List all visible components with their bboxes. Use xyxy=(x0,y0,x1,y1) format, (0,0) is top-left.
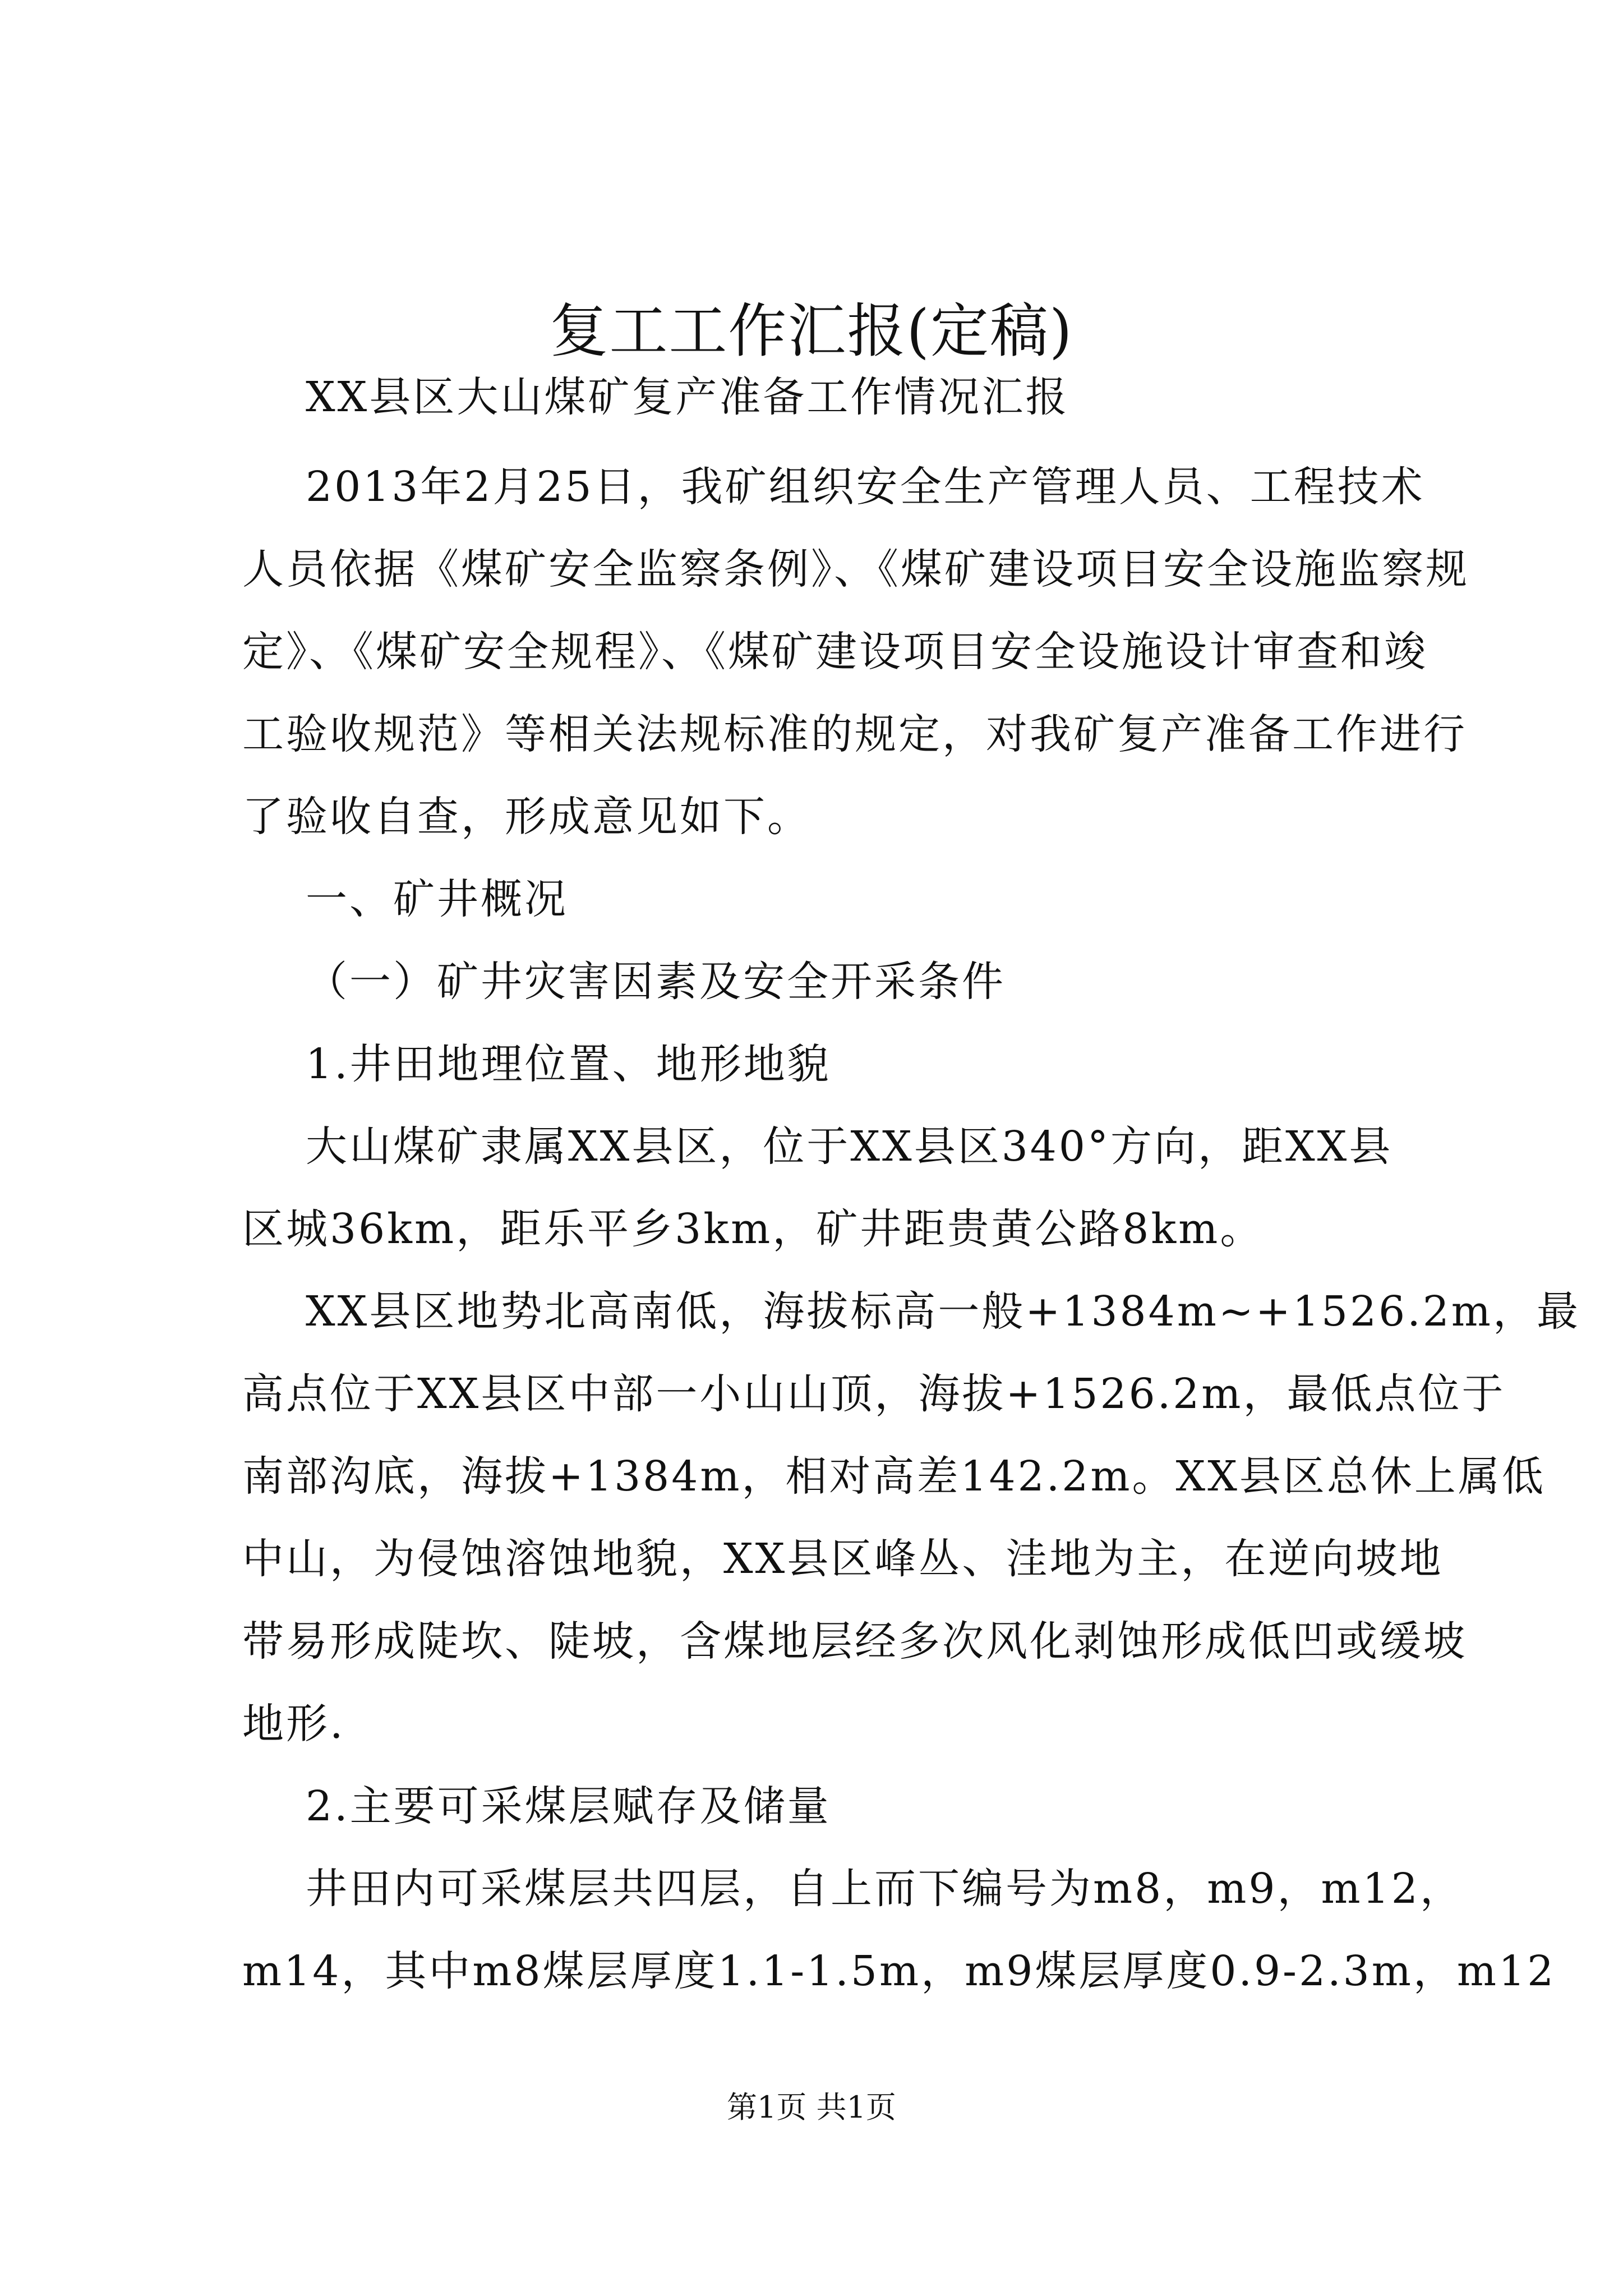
body-line: 井田内可采煤层共四层，自上而下编号为m8，m9，m12， xyxy=(306,1865,1464,1913)
item-heading: 2.主要可采煤层赋存及储量 xyxy=(306,1782,831,1830)
body-line: 2013年2月25日，我矿组织安全生产管理人员、工程技术 xyxy=(306,463,1425,511)
subsection-heading: （一）矿井灾害因素及安全开采条件 xyxy=(306,958,1006,1006)
body-line: 人员依据《煤矿安全监察条例》、《煤矿建设项目安全设施监察规 xyxy=(242,545,1469,593)
body-line: 了验收自查，形成意见如下。 xyxy=(242,793,811,841)
body-line: 大山煤矿隶属XX县区，位于XX县区340°方向，距XX县 xyxy=(306,1122,1393,1171)
body-line: 区城36km，距乐平乡3km，矿井距贵黄公路8km。 xyxy=(242,1205,1264,1253)
body-line: 定》、《煤矿安全规程》、《煤矿建设项目安全设施设计审查和竣 xyxy=(242,628,1428,676)
section-heading: 一、矿井概况 xyxy=(306,875,568,923)
subtitle-line: XX县区大山煤矿复产准备工作情况汇报 xyxy=(306,373,1069,421)
body-line: 带易形成陡坎、陡坡，含煤地层经多次风化剥蚀形成低凹或缓坡 xyxy=(242,1617,1467,1665)
body-line: 中山，为侵蚀溶蚀地貌，XX县区峰丛、洼地为主，在逆向坡地 xyxy=(242,1535,1444,1583)
body-line: 工验收规范》等相关法规标准的规定，对我矿复产准备工作进行 xyxy=(242,710,1467,758)
body-line: m14，其中m8煤层厚度1.1-1.5m，m9煤层厚度0.9-2.3m，m12 xyxy=(242,1947,1556,1995)
item-heading: 1.井田地理位置、地形地貌 xyxy=(306,1040,831,1088)
document-title: 复工工作汇报(定稿) xyxy=(550,297,1073,365)
body-line: 高点位于XX县区中部一小山山顶，海拔+1526.2m，最低点位于 xyxy=(242,1370,1506,1418)
page-footer: 第1页 共1页 xyxy=(727,2090,896,2125)
body-line: 地形. xyxy=(242,1700,345,1748)
body-line: 南部沟底，海拔+1384m，相对高差142.2m。XX县区总休上属低 xyxy=(242,1452,1546,1501)
body-line: XX县区地势北高南低，海拔标高一般+1384m~+1526.2m，最 xyxy=(306,1287,1580,1336)
